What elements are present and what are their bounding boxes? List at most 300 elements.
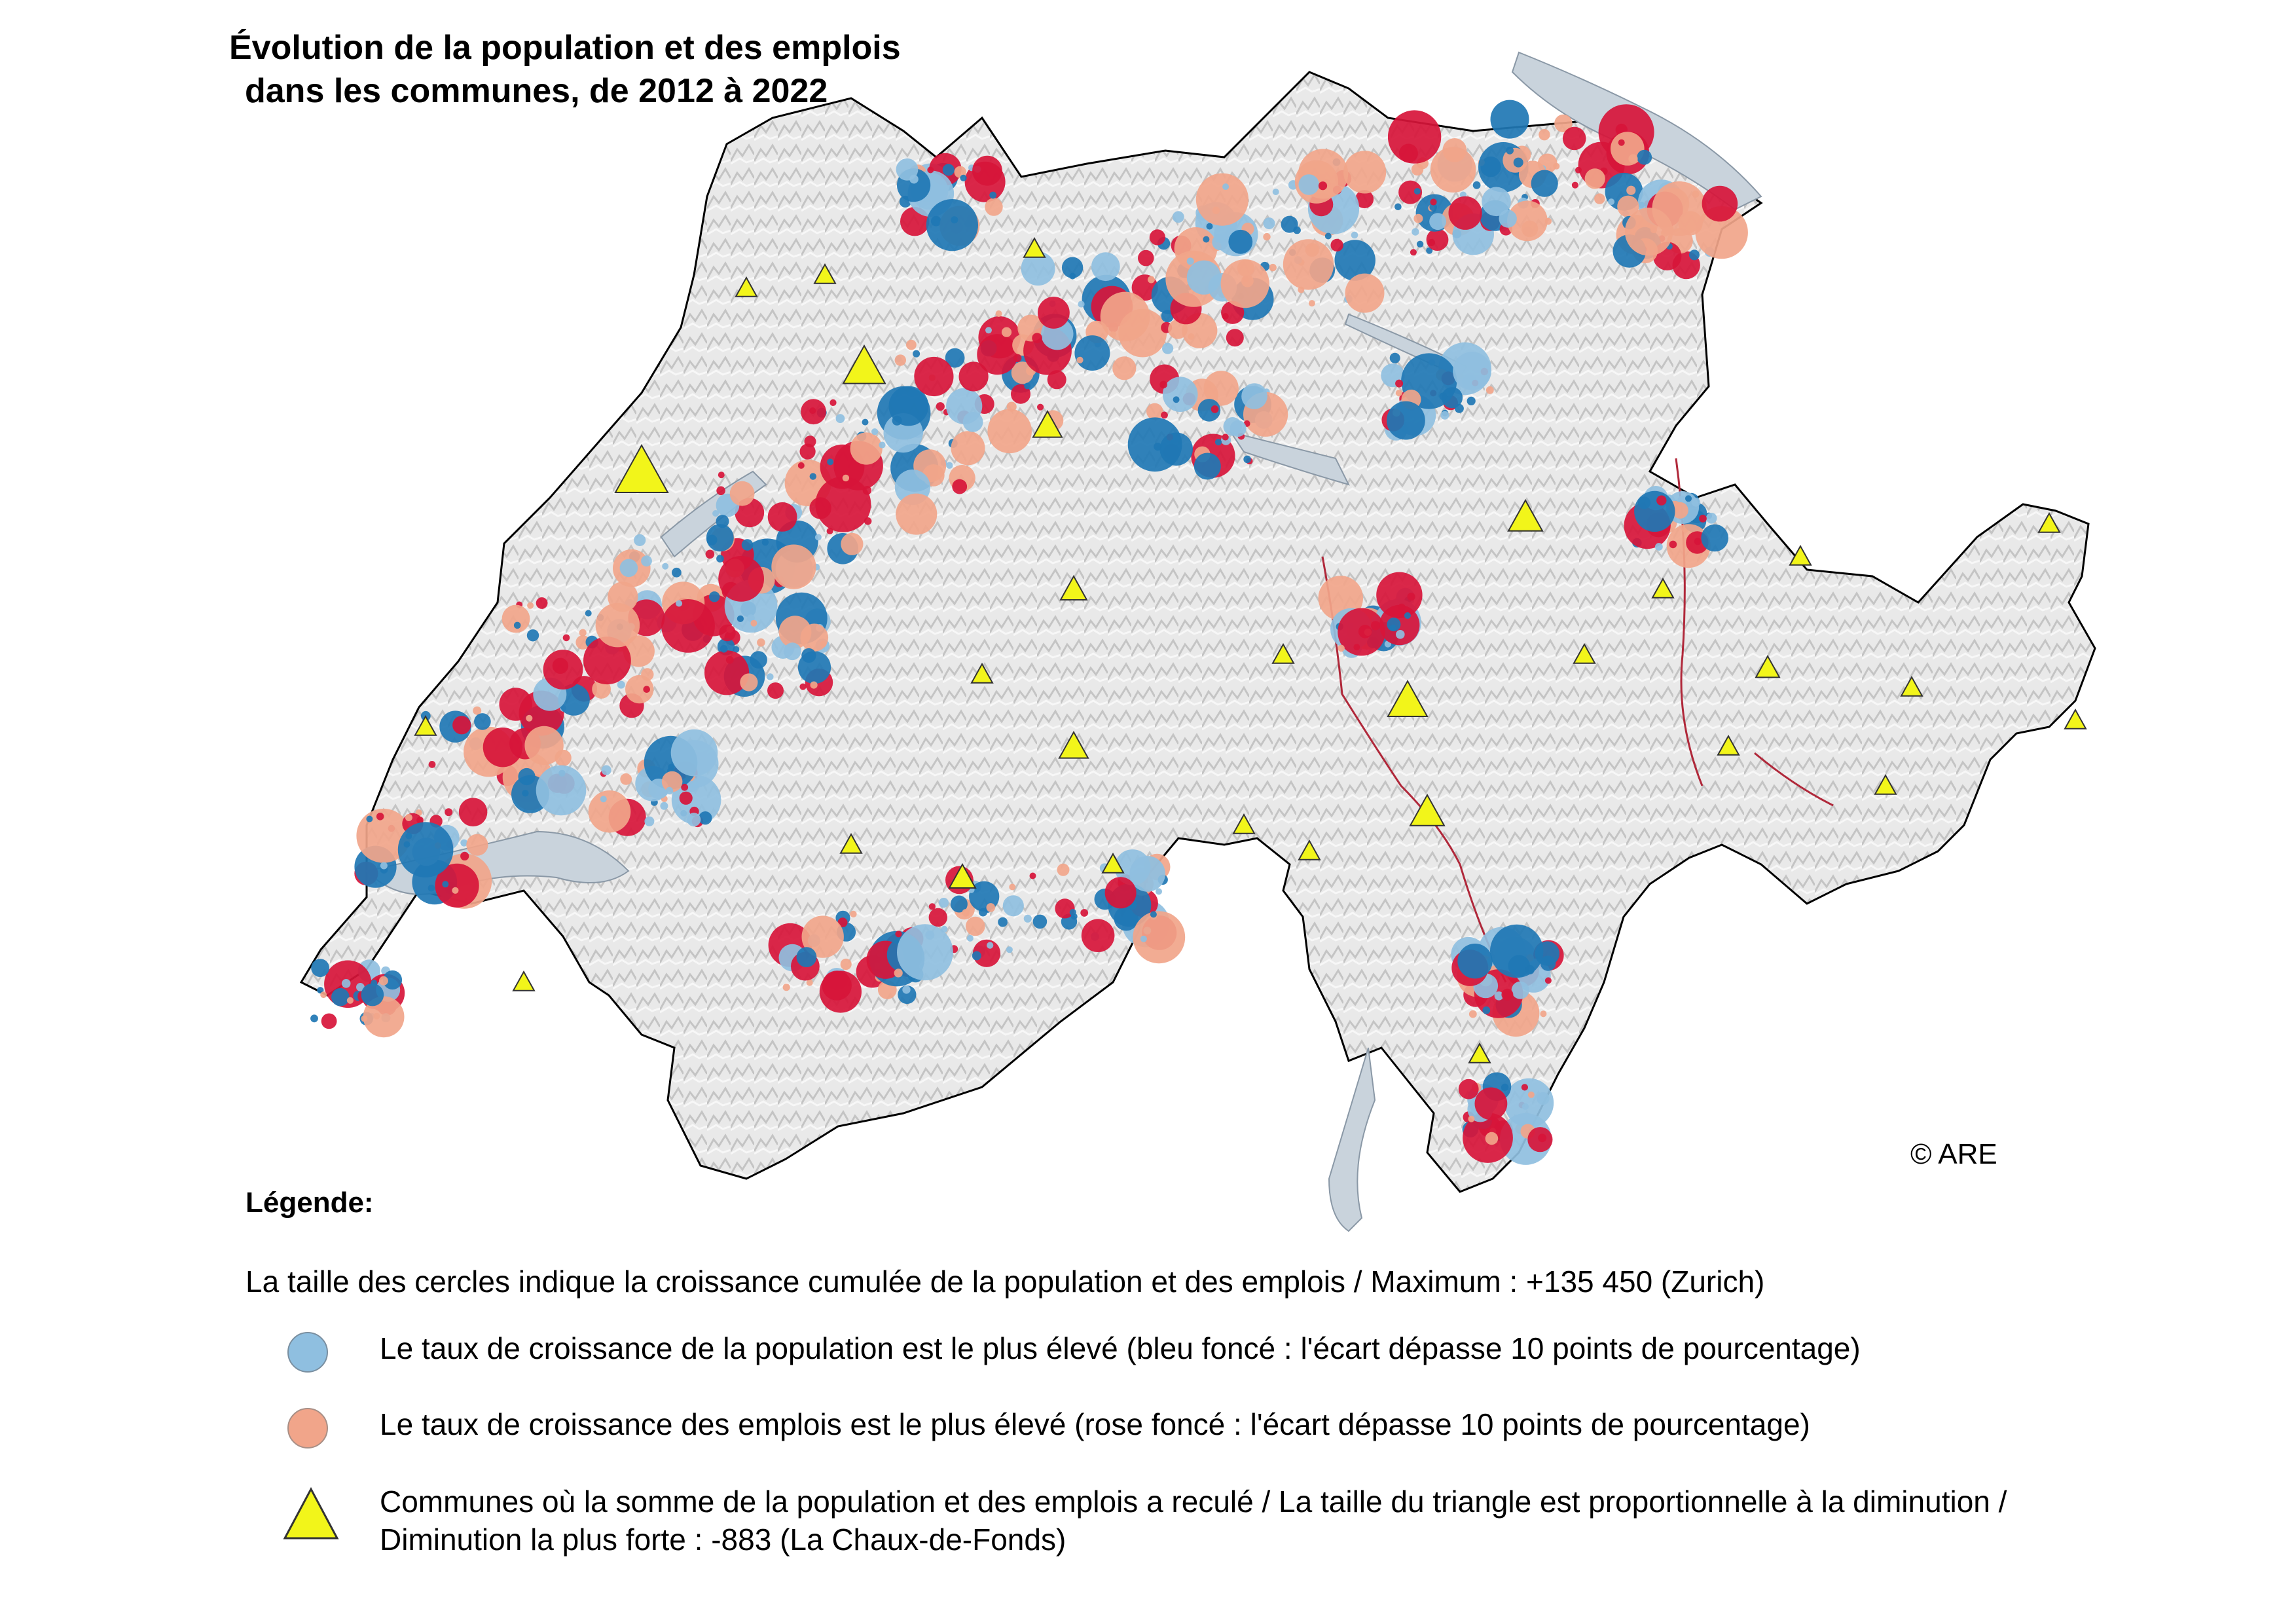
commune-circle [1485,1132,1499,1145]
commune-circle [750,651,767,669]
commune-circle [600,796,607,802]
commune-circle [428,885,435,892]
commune-circle [822,970,852,1000]
commune-circle [1387,401,1425,440]
lake-maggiore [1329,1048,1375,1231]
commune-circle [502,605,530,633]
commune-circle [1243,456,1251,464]
commune-circle [1351,232,1358,239]
commune-circle [1414,188,1421,194]
commune-circle [716,487,725,496]
commune-circle [680,792,693,805]
commune-circle [1003,895,1024,916]
commune-circle [1298,174,1319,195]
commune-circle [1512,982,1529,999]
commune-circle [966,917,985,936]
commune-circle [452,887,458,894]
commune-circle [1388,110,1441,163]
commune-circle [850,432,883,464]
commune-circle [1626,186,1635,195]
commune-circle [514,622,521,629]
commune-circle [809,497,831,519]
commune-circle [1394,204,1402,211]
commune-circle [1540,1010,1546,1017]
commune-circle [952,479,967,494]
commune-circle [1194,453,1221,480]
commune-circle [671,729,718,777]
commune-circle [1585,168,1605,189]
commune-circle [310,1014,318,1022]
commune-circle [1594,193,1605,204]
commune-circle [1150,229,1165,245]
commune-circle [526,715,532,722]
commune-circle [1537,1092,1549,1105]
commune-circle [1430,198,1436,205]
commune-circle [726,656,734,664]
commune-circle [801,648,816,663]
commune-circle [1501,989,1513,1001]
commune-circle [1222,183,1229,190]
commune-circle [1148,276,1155,284]
commune-circle [1074,335,1110,371]
commune-circle [527,629,539,641]
commune-circle [909,175,919,184]
commune-circle [361,1016,367,1022]
commune-circle [405,833,412,840]
commune-circle [1625,208,1673,255]
commune-circle [879,441,885,448]
commune-circle [536,597,548,609]
commune-circle [1482,1006,1490,1014]
commune-circle [1133,911,1185,963]
commune-circle [1413,214,1423,223]
commune-circle [1345,274,1385,313]
commune-circle [827,458,833,465]
commune-circle [1038,297,1070,329]
commune-circle [1154,443,1161,451]
commune-circle [1417,241,1423,248]
commune-circle [1226,329,1244,346]
commune-circle [897,924,953,980]
commune-circle [742,539,754,551]
commune-circle [320,991,327,998]
commune-circle [767,682,784,699]
commune-circle [1230,420,1247,437]
commune-circle [596,603,640,648]
commune-circle [927,167,934,174]
commune-circle [1701,525,1728,552]
commune-circle [1343,151,1386,193]
commune-circle [862,419,869,426]
commune-circle [1428,239,1435,246]
commune-circle [784,642,801,660]
commune-circle [661,599,715,653]
commune-circle [750,620,757,627]
commune-circle [1429,213,1446,230]
commune-circle [1069,273,1076,280]
legend-circle-pink-icon [282,1405,334,1451]
commune-circle [1032,333,1042,343]
commune-circle [929,903,936,910]
commune-circle [342,979,351,988]
commune-circle [1412,228,1419,235]
commune-circle [666,787,673,794]
commune-circle [706,550,715,559]
commune-circle [380,862,388,870]
commune-circle [1430,147,1476,193]
commune-circle [771,545,816,589]
commune-circle [1162,343,1173,354]
commune-circle [1203,236,1209,243]
commune-circle [474,713,491,730]
commune-circle [895,354,906,365]
commune-circle [719,625,736,642]
commune-circle [1440,411,1449,420]
legend-text-population: Le taux de croissance de la population est le plus élevé (bleu foncé : l'écart dépasse 10 points de pourcentage) [380,1331,1861,1365]
commune-circle [1140,936,1147,942]
commune-circle [1637,150,1652,165]
commune-circle [1656,496,1666,506]
commune-circle [1457,944,1492,978]
commune-circle [1486,386,1494,394]
commune-circle [767,673,774,680]
commune-circle [894,969,903,977]
commune-circle [1215,439,1222,445]
commune-circle [585,610,592,617]
commune-circle [1037,404,1044,411]
commune-circle [827,528,833,534]
commune-circle [311,959,329,977]
commune-circle [1528,1092,1535,1098]
commune-circle [1475,1088,1508,1120]
commune-circle [1575,167,1582,174]
legend-triangle-yellow-icon [282,1483,340,1548]
commune-circle [460,852,469,860]
commune-circle [641,555,652,566]
commune-circle [989,192,996,199]
commune-circle [939,898,949,908]
commune-circle [850,911,856,917]
legend-size-note: La taille des cercles indique la croissance cumulée de la population et des emplois / Maximum : +135 450 (Zurich) [246,1264,1765,1299]
commune-circle [1082,919,1115,952]
commune-circle [366,816,373,822]
commune-circle [943,164,955,175]
commune-circle [892,416,902,426]
commune-circle [1101,292,1150,342]
commune-decline-triangle [2065,710,2086,729]
commune-circle [1572,182,1578,189]
commune-circle [1553,163,1559,170]
commune-circle [740,673,757,691]
commune-circle [1390,353,1400,363]
commune-circle [398,822,454,877]
commune-circle [730,481,755,506]
commune-circle [442,881,448,887]
commune-circle [841,533,863,555]
commune-circle [972,951,981,961]
commune-circle [1156,888,1162,895]
commune-circle [1699,515,1707,523]
commune-circle [1469,1010,1477,1018]
commune-circle [718,471,725,478]
commune-circle [936,402,945,411]
commune-circle [589,790,631,833]
commune-circle [757,638,765,647]
commune-circle [1024,915,1032,923]
commune-circle [926,199,978,251]
commune-circle [1634,491,1675,532]
commune-circle [1283,239,1334,289]
commune-circle [617,681,625,689]
commune-circle [967,935,974,942]
commune-circle [929,908,947,927]
commune-circle [1618,139,1625,146]
commune-circle [1525,965,1535,974]
commune-circle [1689,249,1700,260]
commune-circle [331,988,350,1006]
commune-circle [977,334,1017,375]
commune-circle [524,726,563,765]
commune-circle [811,682,818,689]
commune-circle [1269,264,1277,271]
commune-circle [1501,1084,1508,1091]
commune-circle [1404,612,1411,619]
commune-circle [1080,909,1088,917]
commune-circle [634,534,646,546]
commune-circle [1490,925,1543,978]
commune-circle [960,175,966,181]
commune-circle [347,997,354,1004]
legend-text-decline-line1: Communes où la somme de la population et des emplois a reculé / La taille du triangle est proportionnelle à la diminution / [380,1485,2007,1519]
commune-circle [1522,1103,1529,1110]
commune-circle [1706,513,1717,524]
commune-circle [662,563,668,570]
commune-circle [1655,543,1663,551]
commune-circle [1237,260,1254,277]
commune-circle [1410,249,1417,255]
commune-circle [718,556,764,602]
commune-circle [379,976,388,986]
commune-circle [1522,1084,1528,1090]
commune-circle [1002,327,1011,337]
commune-circle [972,156,1002,186]
commune-circle [660,802,668,810]
legend-heading: Légende: [246,1187,374,1219]
commune-circle [987,903,996,912]
commune-circle [445,808,452,816]
commune-circle [1408,593,1415,600]
commune-circle [1539,129,1550,140]
commune-circle [1499,210,1517,227]
commune-circle [1196,174,1248,226]
commune-circle [1702,186,1738,222]
commune-circle [1033,915,1048,929]
legend-text-decline-line2: Diminution la plus forte : -883 (La Chaux-de-Fonds) [380,1522,1066,1557]
commune-circle [1545,977,1552,984]
commune-circle [829,399,836,406]
commune-circle [951,431,985,465]
commune-circle [1459,1079,1479,1099]
commune-circle [1006,946,1013,953]
commune-circle [962,909,970,917]
commune-circle [1694,538,1702,545]
commune-circle [1338,608,1385,656]
commune-circle [1150,911,1157,917]
commune-circle [1159,381,1167,389]
commune-circle [801,623,829,652]
commune-circle [1212,234,1228,251]
commune-circle [1138,250,1154,267]
commune-circle [1338,645,1345,652]
commune-circle [1449,196,1482,230]
commune-circle [1491,100,1529,139]
commune-circle [1293,227,1301,234]
commune-circle [716,555,724,563]
commune-circle [951,216,958,223]
commune-circle [1187,261,1221,295]
commune-circle [998,917,1008,927]
commune-circle [762,539,769,545]
commune-circle [459,798,488,826]
commune-circle [536,766,587,816]
commune-circle [1608,198,1614,205]
commune-circle [1013,354,1021,362]
commune-circle [405,814,412,821]
commune-circle [863,486,872,495]
map-title-line2: dans les communes, de 2012 à 2022 [245,72,828,110]
commune-circle [809,407,816,414]
commune-circle [1187,257,1194,265]
commune-circle [1527,1127,1552,1152]
commune-circle [805,435,816,447]
commune-circle [706,535,717,545]
commune-circle [644,817,654,826]
commune-circle [987,942,993,949]
commune-circle [1692,191,1700,198]
commune-circle [429,761,436,768]
commune-circle [1273,189,1279,195]
commune-circle [1453,352,1491,390]
commune-circle [1091,252,1120,281]
commune-circle [996,310,1002,317]
commune-circle [527,602,534,609]
commune-circle [1057,864,1070,876]
commune-circle [1692,498,1701,507]
commune-circle [985,327,992,333]
commune-circle [1396,630,1405,639]
commune-circle [676,600,682,607]
commune-circle [1105,877,1137,908]
commune-circle [699,811,712,824]
commune-circle [895,931,902,937]
commune-circle [843,475,849,481]
commune-circle [602,766,611,775]
commune-circle [376,813,384,821]
commune-circle [543,650,583,690]
map-title-line1: Évolution de la population et des emplois [229,29,901,67]
commune-circle [1009,884,1015,891]
commune-circle [783,984,790,991]
commune-circle [1228,230,1252,254]
commune-circle [1263,233,1270,240]
commune-circle [720,645,728,653]
commune-circle [1146,403,1163,420]
copyright-label: © ARE [1910,1138,1997,1170]
commune-circle [1439,392,1447,400]
commune-circle [466,834,488,856]
commune-circle [716,515,729,528]
commune-circle [1222,434,1229,440]
commune-circle [896,494,937,535]
commune-circle [1325,233,1332,240]
commune-circle [815,534,822,540]
commune-circle [810,473,816,479]
commune-circle [1628,154,1637,163]
commune-circle [902,986,910,993]
commune-circle [1161,412,1168,419]
legend-text-employment: Le taux de croissance des emplois est le plus élevé (rose foncé : l'écart dépasse 10 points de pourcentage) [380,1407,1810,1441]
commune-circle [946,462,953,469]
commune-circle [768,502,797,532]
commune-circle [1514,158,1523,168]
commune-circle [361,984,384,1006]
commune-circle [1078,301,1084,307]
commune-circle [1319,181,1327,190]
commune-circle [987,409,1032,454]
commune-circle [1473,181,1481,189]
commune-circle [914,357,953,396]
commune-circle [985,198,1002,215]
commune-circle [1467,397,1476,405]
commune-circle [563,635,570,642]
commune-circle [1112,356,1136,380]
commune-circle [672,568,682,578]
commune-circle [836,414,845,423]
commune-circle [1395,380,1403,388]
commune-circle [1563,127,1586,151]
commune-circle [841,959,852,970]
commune-circle [963,412,983,432]
commune-circle [712,510,719,517]
commune-circle [737,616,744,622]
commune-circle [681,784,688,791]
commune-circle [1024,383,1030,390]
commune-circle [871,428,878,435]
commune-circle [643,686,650,693]
commune-circle [620,773,632,785]
commune-circle [620,559,638,578]
commune-circle [1211,405,1219,413]
commune-circle [1387,618,1400,631]
legend-circle-blue-icon [282,1329,334,1375]
commune-circle [906,340,917,350]
commune-circle [709,591,720,602]
commune-circle [798,462,805,469]
commune-circle [1071,913,1078,920]
commune-circle [1396,390,1402,396]
commune-circle [452,716,471,734]
commune-circle [1207,223,1213,230]
commune-circle [1685,495,1692,502]
commune-circle [1173,211,1184,223]
commune-circle [1188,333,1194,340]
commune-circle [1679,211,1703,235]
commune-circle [1264,217,1275,229]
commune-circle [1076,357,1083,363]
commune-circle [797,947,817,967]
commune-circle [1669,541,1677,549]
commune-circle [1309,300,1315,306]
